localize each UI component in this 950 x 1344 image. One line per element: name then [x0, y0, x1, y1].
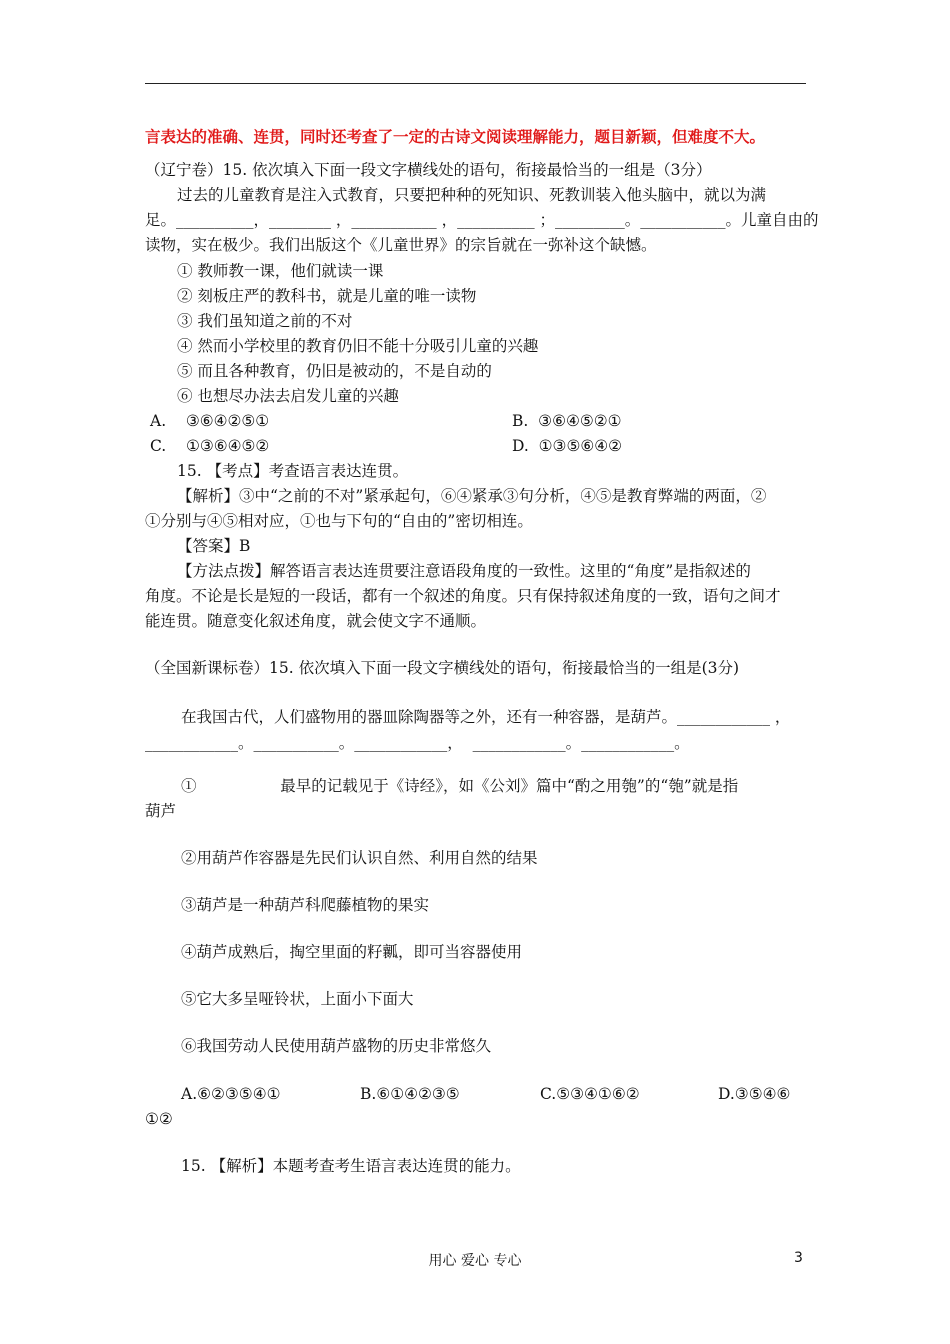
q1-kaodian: 15. 【考点】考查语言表达连贯。 [177, 462, 409, 480]
q1-method-line-3: 能连贯。随意变化叙述角度，就会使文字不通顺。 [145, 612, 487, 630]
q1-passage-line-3: 读物，实在极少。我们出版这个《儿童世界》的宗旨就在一弥补这个缺憾。 [145, 236, 657, 254]
q1-answer: 【答案】B [177, 537, 251, 555]
q1-passage-line-1: 过去的儿童教育是注入式教育，只要把种种的死知识、死教训装入他头脑中，就以为满 [177, 186, 767, 204]
q1-option-b: B. ③⑥④⑤②① [512, 412, 622, 430]
q2-jiexi: 15. 【解析】本题考查考生语言表达连贯的能力。 [181, 1157, 521, 1175]
q1-jiexi-line-2: ①分别与④⑤相对应，①也与下句的“自由的”密切相连。 [145, 512, 533, 530]
q2-option-c: C.⑤③④①⑥② [540, 1085, 640, 1103]
q2-passage-line-2: ____________。___________。____________， ____________。____________。 [145, 734, 690, 752]
q1-item-3: ③ 我们虽知道之前的不对 [177, 312, 353, 330]
q2-option-a: A.⑥②③⑤④① [181, 1085, 281, 1103]
header-intro: 言表达的准确、连贯，同时还考查了一定的古诗文阅读理解能力，题目新颖，但难度不大。 [145, 127, 766, 146]
page-number: 3 [794, 1250, 803, 1266]
q2-item-1-line-2: 葫芦 [145, 802, 177, 820]
q1-method-line-1: 【方法点拨】解答语言表达连贯要注意语段角度的一致性。这里的“角度”是指叙述的 [177, 562, 751, 580]
q1-passage-line-2: 足。__________，________ ，___________ ，__________ ；_________。___________。儿童自由的 [145, 211, 819, 229]
q1-title: （辽宁卷）15. 依次填入下面一段文字横线处的语句，衔接最恰当的一组是（3分） [145, 161, 712, 179]
q2-item-5: ⑤它大多呈哑铃状，上面小下面大 [181, 990, 414, 1008]
q1-item-4: ④ 然而小学校里的教育仍旧不能十分吸引儿童的兴趣 [177, 337, 539, 355]
q2-item-6: ⑥我国劳动人民使用葫芦盛物的历史非常悠久 [181, 1037, 492, 1055]
q1-item-5: ⑤ 而且各种教育，仍旧是被动的，不是自动的 [177, 362, 492, 380]
q2-option-d: D.③⑤④⑥ [718, 1085, 791, 1103]
q1-item-6: ⑥ 也想尽办法去启发儿童的兴趣 [177, 387, 399, 405]
page-footer: 用心 爱心 专心 [428, 1253, 522, 1269]
q2-option-d-continued: ①② [145, 1110, 173, 1128]
q2-item-4: ④葫芦成熟后，掏空里面的籽瓤，即可当容器使用 [181, 943, 523, 961]
q2-item-1-line-1: ① 最早的记载见于《诗经》，如《公刘》篇中“酌之用匏”的“匏”就是指 [181, 777, 739, 795]
q2-item-3: ③葫芦是一种葫芦科爬藤植物的果实 [181, 896, 430, 914]
q2-option-b: B.⑥①④②③⑤ [360, 1085, 460, 1103]
q1-item-1: ① 教师教一课，他们就读一课 [177, 262, 384, 280]
q1-item-2: ② 刻板庄严的教科书，就是儿童的唯一读物 [177, 287, 477, 305]
q1-option-d: D. ①③⑤⑥④② [512, 437, 623, 455]
q1-option-a: A. ③⑥④②⑤① [150, 412, 270, 430]
q1-option-c: C. ①③⑥④⑤② [150, 437, 270, 455]
q2-passage-line-1: 在我国古代，人们盛物用的器皿除陶器等之外，还有一种容器，是葫芦。____________ ， [181, 708, 791, 726]
header-rule [145, 83, 806, 84]
q2-title: （全国新课标卷）15. 依次填入下面一段文字横线处的语句，衔接最恰当的一组是(3分) [145, 659, 740, 677]
q1-method-line-2: 角度。不论是长是短的一段话，都有一个叙述的角度。只有保持叙述角度的一致，语句之间才 [145, 587, 781, 605]
q2-item-2: ②用葫芦作容器是先民们认识自然、利用自然的结果 [181, 849, 538, 867]
q1-jiexi-line-1: 【解析】③中“之前的不对”紧承起句，⑥④紧承③句分析，④⑤是教育弊端的两面，② [177, 487, 767, 505]
